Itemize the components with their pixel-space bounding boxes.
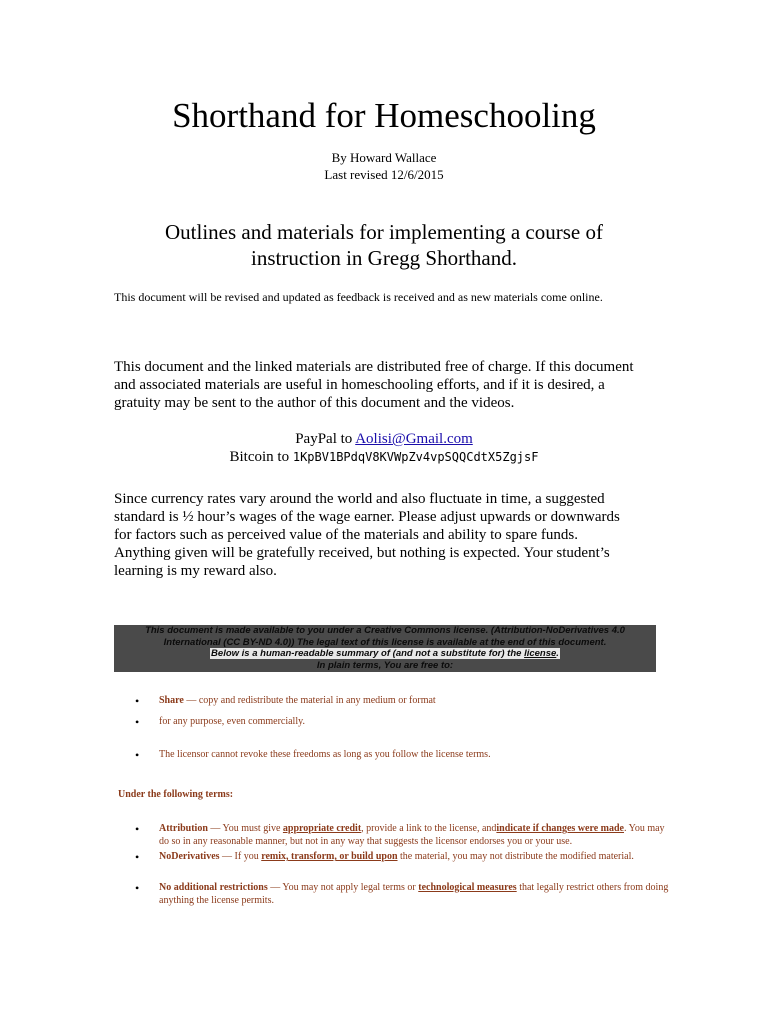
- paypal-line: [0, 430, 768, 448]
- bitcoin-address: 1KpBV1BPdqV8KVWpZv4vpSQQCdtX5ZgjsF: [292, 450, 539, 464]
- license-line-2: International (CC BY-ND 4.0)) The legal text of this license is available at the end of this document.: [163, 636, 607, 648]
- share-text: — copy and redistribute the material in any medium or format: [183, 695, 436, 706]
- no-restrictions-text-b: that legally restrict others from doing anything the license permits.: [159, 882, 669, 906]
- attribution-text-c: . You may do so in any reasonable manner, but not in any way that suggests the licensor endorses you or your use.: [159, 823, 665, 847]
- currency-paragraph: Since currency rates vary around the world and also fluctuate in time, a suggested standard is ½ hour’s wages of the wage earner. Please adjust upwards or downwards for factors such as perceived value of the materials and ability to spare funds. Anything given will be gratefully received, but nothing is expected. Your student’s learning is my reward also.: [114, 491, 620, 579]
- freedoms-list-share: [114, 695, 674, 708]
- license-line-1: This document is made available to you under a Creative Commons license. (Attribution-NoDerivatives 4.0: [145, 625, 625, 636]
- list-item: [114, 823, 674, 848]
- any-purpose-text: for any purpose, even commercially.: [159, 716, 305, 727]
- bullet-icon: •: [135, 715, 140, 729]
- no-restrictions-term: No additional restrictions: [159, 882, 268, 893]
- noderivatives-term: NoDerivatives: [159, 851, 220, 862]
- license-notice-box: [114, 625, 656, 672]
- share-term: Share: [159, 695, 184, 706]
- document-title: Shorthand for Homeschooling: [172, 96, 596, 135]
- list-item: [114, 882, 674, 907]
- no-restrictions-text-a: — You may not apply legal terms or: [267, 882, 419, 893]
- freedoms-list-purpose: [114, 716, 674, 729]
- terms-heading: Under the following terms:: [118, 789, 234, 800]
- indicate-changes-link[interactable]: indicate if changes were made: [496, 823, 624, 834]
- technological-measures-link[interactable]: technological measures: [418, 882, 517, 893]
- author-line: By Howard Wallace: [331, 150, 437, 165]
- license-line-3: [114, 648, 656, 660]
- document-subtitle: [0, 219, 768, 271]
- bitcoin-prefix: Bitcoin to: [229, 449, 293, 465]
- license-line-4: In plain terms, You are free to:: [316, 659, 454, 671]
- remix-link[interactable]: remix, transform, or build upon: [261, 851, 398, 862]
- byline: [0, 149, 768, 183]
- attribution-text-b: , provide a link to the license, and: [361, 823, 497, 834]
- noderivatives-text-a: — If you: [219, 851, 262, 862]
- bitcoin-line: [0, 448, 768, 466]
- license-link[interactable]: license: [524, 648, 557, 659]
- paypal-prefix: PayPal to: [295, 431, 356, 447]
- bullet-icon: •: [135, 881, 140, 895]
- free-of-charge-paragraph: This document and the linked materials are distributed free of charge. If this document and associated materials are useful in homeschooling efforts, and if it is desired, a gratuity may be sent to the author of this document and the videos.: [114, 359, 634, 411]
- subtitle-line-2: instruction in Gregg Shorthand.: [251, 246, 517, 270]
- cannot-revoke-text: The licensor cannot revoke these freedoms as long as you follow the license terms.: [159, 749, 491, 760]
- bullet-icon: •: [135, 694, 140, 708]
- bullet-icon: •: [135, 748, 140, 762]
- terms-list-attribution: [114, 823, 674, 848]
- license-summary-text: Below is a human-readable summary of (and not a substitute for) the: [211, 648, 525, 659]
- license-summary-end: .: [556, 648, 559, 659]
- paypal-email-link[interactable]: Aolisi@Gmail.com: [355, 431, 473, 447]
- terms-list-no-restrictions: [114, 882, 674, 907]
- appropriate-credit-link[interactable]: appropriate credit: [282, 823, 362, 834]
- bullet-icon: •: [135, 850, 140, 864]
- attribution-term: Attribution: [159, 823, 208, 834]
- terms-list-noderivatives: [114, 851, 674, 864]
- freedoms-list-revoke: [114, 749, 674, 762]
- bullet-icon: •: [135, 822, 140, 836]
- revised-date: Last revised 12/6/2015: [324, 167, 444, 182]
- attribution-text-a: — You must give: [207, 823, 283, 834]
- list-item: [114, 695, 674, 708]
- revision-note: This document will be revised and updated as feedback is received and as new materials come online.: [114, 290, 603, 304]
- list-item: [114, 749, 674, 762]
- list-item: [114, 716, 674, 729]
- noderivatives-text-b: the material, you may not distribute the modified material.: [397, 851, 634, 862]
- list-item: [114, 851, 674, 864]
- subtitle-line-1: Outlines and materials for implementing a course of: [165, 220, 603, 244]
